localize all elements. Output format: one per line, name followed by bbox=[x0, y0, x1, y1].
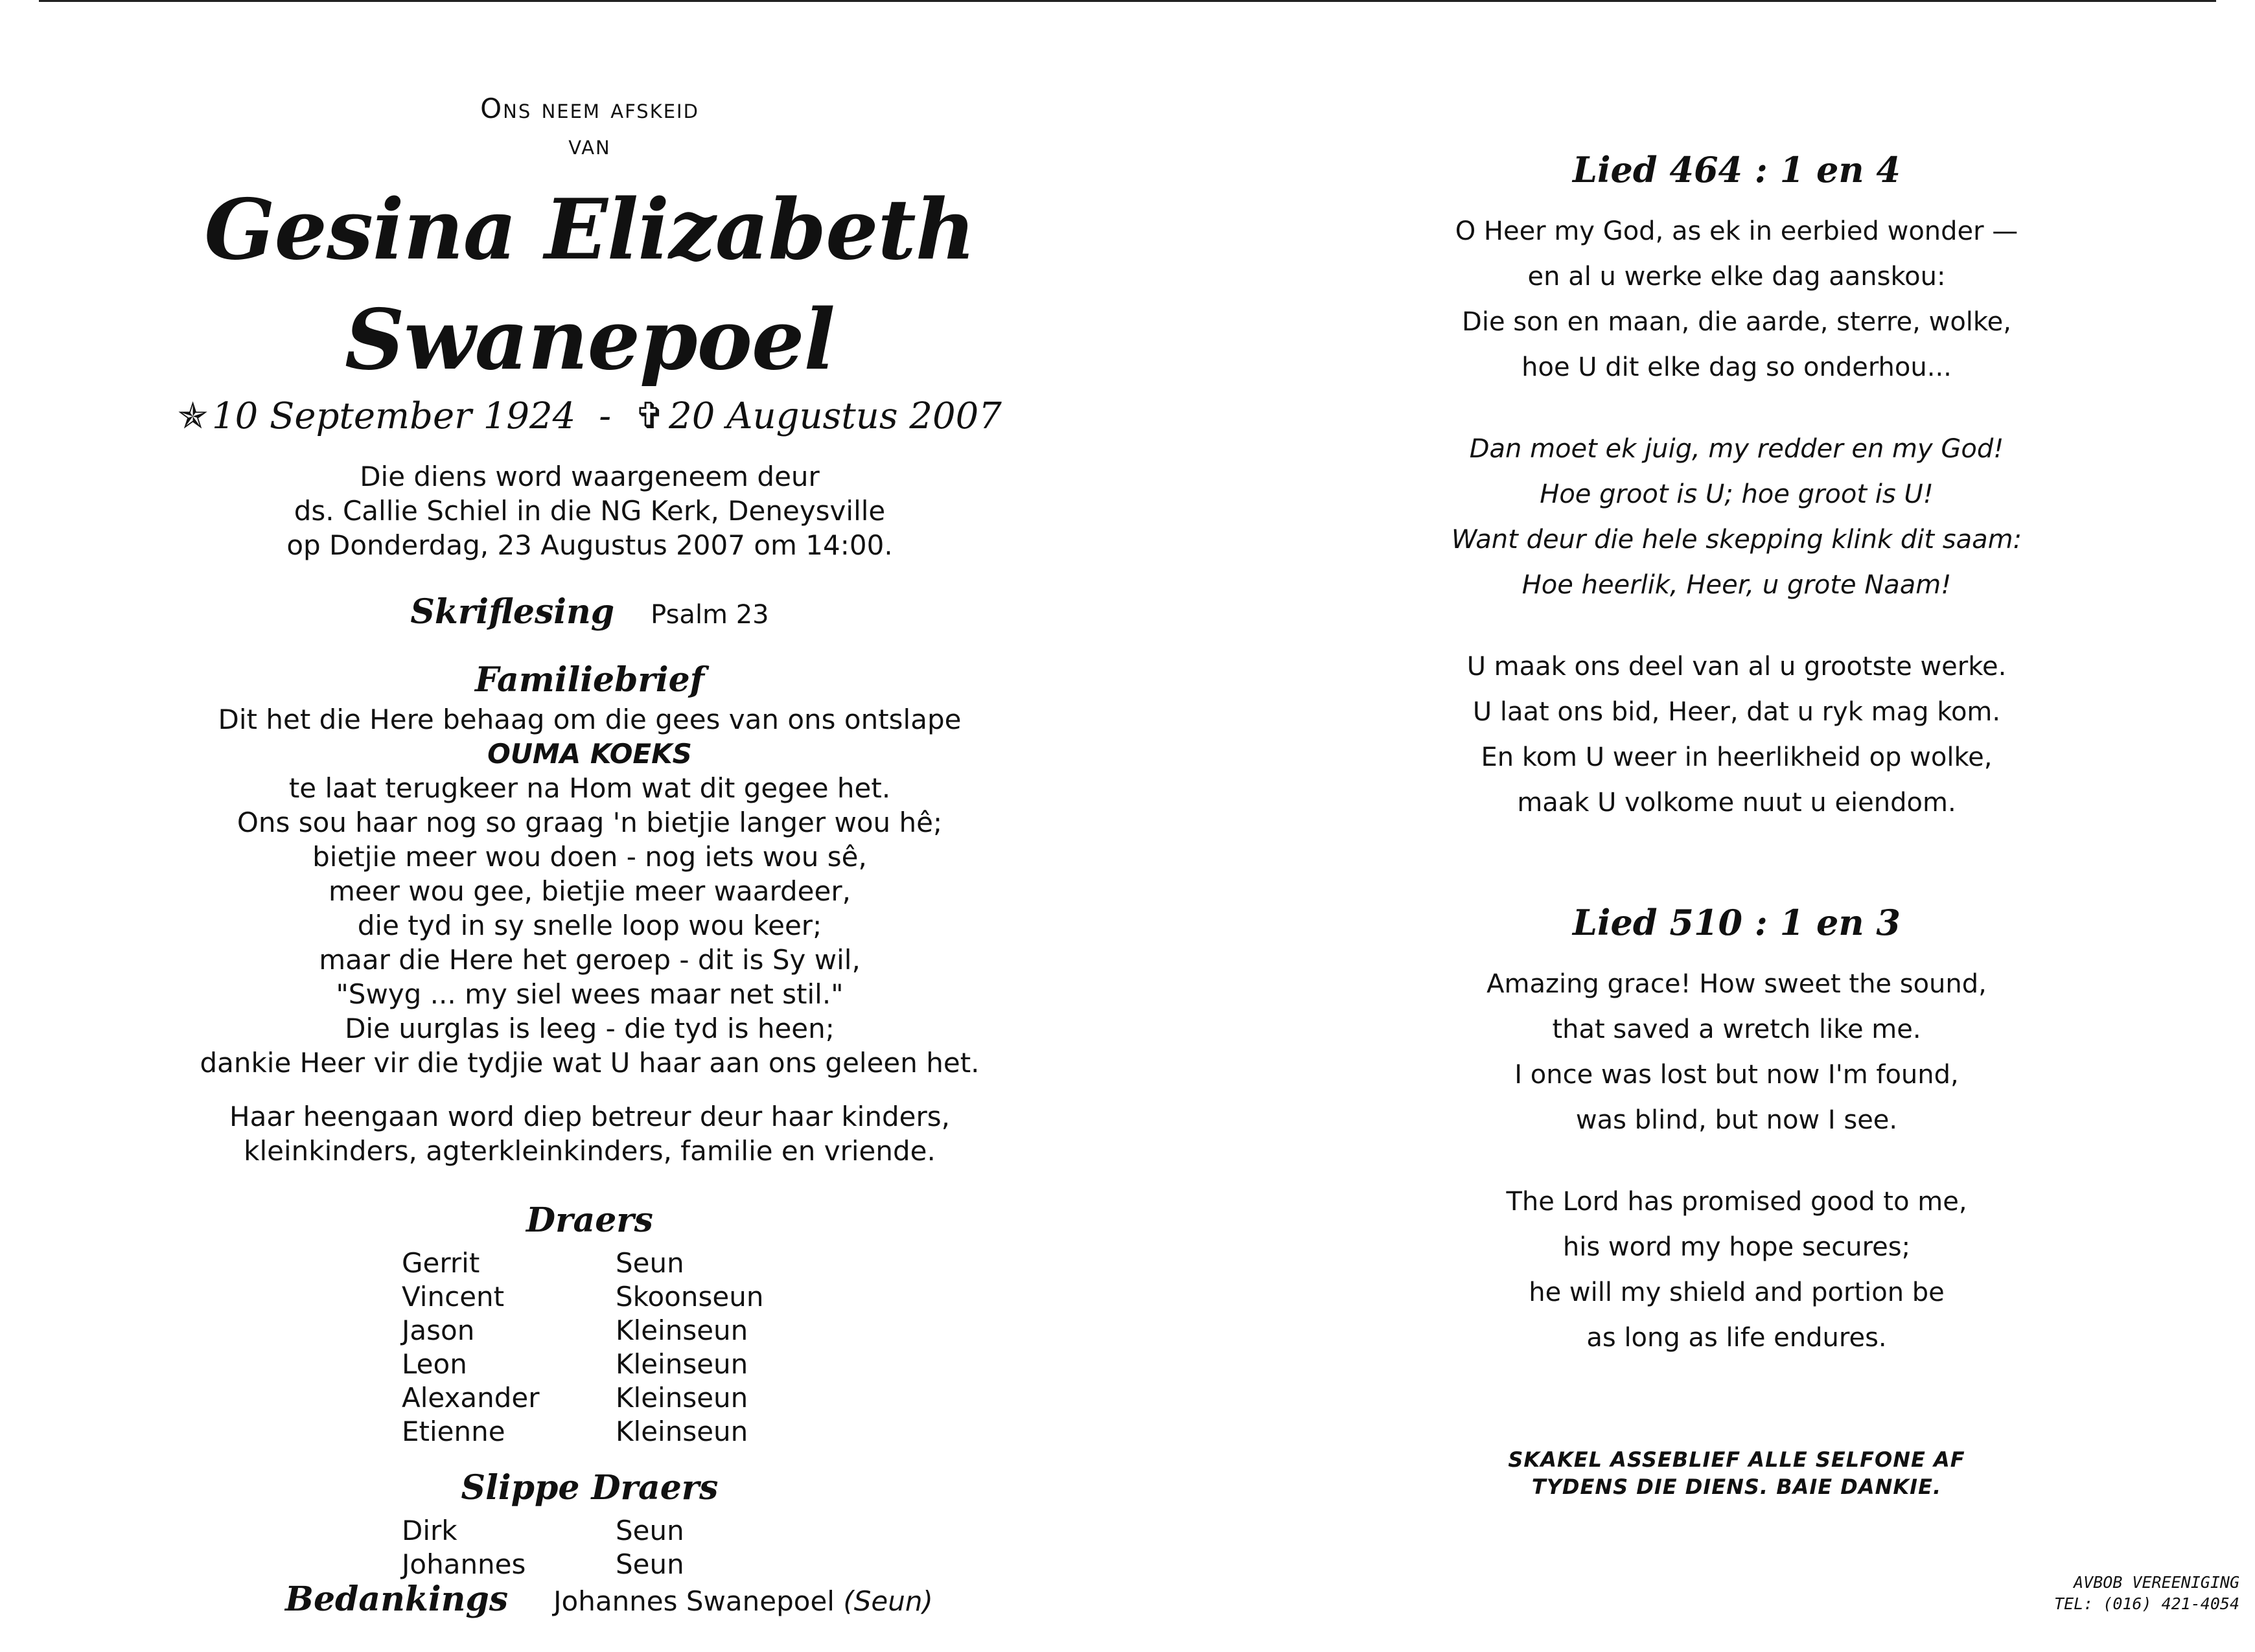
bearer-relation: Seun bbox=[616, 1548, 684, 1580]
verse-line: U laat ons bid, Heer, dat u ryk mag kom. bbox=[1472, 697, 2001, 727]
table-row bbox=[402, 1314, 778, 1348]
bearer-name: Etienne bbox=[402, 1416, 505, 1447]
table-row bbox=[402, 1280, 778, 1314]
poem-line: dankie Heer vir die tydjie wat U haar aan ons geleen het. bbox=[200, 1047, 980, 1079]
verse-line: that saved a wretch like me. bbox=[1552, 1015, 1921, 1044]
undertaker-info bbox=[2054, 1572, 2239, 1614]
familiebrief-text bbox=[117, 702, 1063, 1080]
verse-line: he will my shield and portion be bbox=[1529, 1278, 1945, 1307]
bearer-name: Johannes bbox=[402, 1548, 526, 1580]
service-line: Die diens word waargeneem deur bbox=[360, 461, 820, 492]
thanks-relation: (Seun) bbox=[843, 1585, 933, 1617]
hymn-title: Lied 510 : 1 en 3 bbox=[1572, 902, 1901, 943]
verse-line: his word my hope secures; bbox=[1562, 1232, 1911, 1262]
birth-date: 10 September 1924 bbox=[212, 395, 576, 437]
hymn-title: Lied 464 : 1 en 4 bbox=[1572, 149, 1901, 190]
verse-line: Die son en maan, die aarde, sterre, wolke, bbox=[1462, 307, 2011, 337]
life-dates bbox=[117, 395, 1063, 437]
star-icon: ✯ bbox=[178, 395, 208, 437]
bedankings-heading: Bedankings bbox=[285, 1579, 509, 1619]
nickname: OUMA KOEKS bbox=[487, 738, 692, 770]
verse-line: I once was lost but now I'm found, bbox=[1514, 1060, 1959, 1090]
bearer-name: Leon bbox=[402, 1348, 467, 1380]
verse-line: was blind, but now I see. bbox=[1575, 1105, 1898, 1135]
poem-line: te laat terugkeer na Hom wat dit gegee het. bbox=[288, 772, 891, 804]
hymn-verse bbox=[1393, 209, 2080, 390]
mourners-line: Haar heengaan word diep betreur deur haar kinders, bbox=[229, 1101, 950, 1132]
bearer-relation: Seun bbox=[616, 1515, 684, 1546]
bearer-relation: Kleinseun bbox=[616, 1314, 748, 1346]
verse-line: Amazing grace! How sweet the sound, bbox=[1486, 969, 1987, 999]
slippe-draers-heading: Slippe Draers bbox=[461, 1468, 719, 1508]
hymn-verse bbox=[1393, 1179, 2080, 1360]
poem-line: maar die Here het geroep - dit is Sy wil, bbox=[319, 944, 861, 976]
mourners-line: kleinkinders, agterkleinkinders, familie en vriende. bbox=[244, 1135, 936, 1167]
skriflesing-value: Psalm 23 bbox=[651, 600, 769, 630]
verse-line: maak U volkome nuut u eiendom. bbox=[1517, 788, 1956, 818]
verse-line: En kom U weer in heerlikheid op wolke, bbox=[1481, 742, 1993, 772]
bearer-name: Jason bbox=[402, 1314, 475, 1346]
service-details bbox=[117, 459, 1063, 562]
verse-line: Dan moet ek juig, my redder en my God! bbox=[1469, 434, 2004, 464]
poem-line: die tyd in sy snelle loop wou keer; bbox=[357, 910, 822, 941]
verse-line: Hoe heerlik, Heer, u grote Naam! bbox=[1521, 570, 1952, 600]
bearer-relation: Kleinseun bbox=[616, 1382, 748, 1414]
notice-line: SKAKEL ASSEBLIEF ALLE SELFONE AF bbox=[1508, 1447, 1965, 1472]
mourners-text bbox=[117, 1099, 1063, 1168]
service-line: ds. Callie Schiel in die NG Kerk, Deneysville bbox=[294, 495, 886, 527]
cellphone-notice bbox=[1458, 1446, 2015, 1500]
table-row bbox=[402, 1246, 778, 1280]
poem-line: bietjie meer wou doen - nog iets wou sê, bbox=[312, 841, 867, 873]
farewell-van: van bbox=[568, 129, 611, 161]
table-row bbox=[402, 1514, 778, 1548]
poem-line: Die uurglas is leeg - die tyd is heen; bbox=[345, 1013, 835, 1044]
notice-line: TYDENS DIE DIENS. BAIE DANKIE. bbox=[1531, 1474, 1942, 1499]
top-border-line bbox=[39, 0, 2216, 2]
familiebrief-heading: Familiebrief bbox=[474, 660, 705, 700]
death-date: 20 Augustus 2007 bbox=[669, 395, 1002, 437]
bearer-name: Alexander bbox=[402, 1382, 540, 1414]
verse-line: The Lord has promised good to me, bbox=[1506, 1187, 1967, 1217]
table-row bbox=[402, 1348, 778, 1381]
verse-line: Hoe groot is U; hoe groot is U! bbox=[1540, 479, 1934, 509]
hymn-verse bbox=[1393, 961, 2080, 1143]
poem-line: Ons sou haar nog so graag 'n bietjie langer wou hê; bbox=[237, 807, 943, 838]
table-row bbox=[402, 1415, 778, 1449]
undertaker-phone: TEL: (016) 421-4054 bbox=[2054, 1594, 2239, 1613]
date-separator: - bbox=[599, 395, 612, 437]
thanks-section bbox=[285, 1579, 933, 1619]
bearer-name: Dirk bbox=[402, 1515, 457, 1546]
undertaker-name: AVBOB VEREENIGING bbox=[2074, 1573, 2239, 1592]
slippe-draers-table bbox=[402, 1514, 778, 1581]
left-column bbox=[117, 91, 1063, 1581]
verse-line: en al u werke elke dag aanskou: bbox=[1527, 262, 1946, 292]
bearer-name: Gerrit bbox=[402, 1247, 480, 1279]
right-column bbox=[1393, 149, 2080, 1360]
verse-line: O Heer my God, as ek in eerbied wonder — bbox=[1455, 216, 2018, 246]
bearer-relation: Seun bbox=[616, 1247, 684, 1279]
verse-line: Want deur die hele skepping klink dit saam: bbox=[1451, 525, 2022, 555]
draers-heading: Draers bbox=[526, 1200, 653, 1240]
verse-line: as long as life endures. bbox=[1586, 1323, 1887, 1353]
table-row bbox=[402, 1548, 778, 1581]
thanks-person bbox=[553, 1585, 933, 1617]
poem-line: "Swyg ... my siel wees maar net stil." bbox=[336, 978, 844, 1010]
poem-line: Dit het die Here behaag om die gees van ons ontslape bbox=[218, 704, 962, 735]
scripture-reading bbox=[117, 592, 1063, 632]
bearer-relation: Skoonseun bbox=[616, 1281, 764, 1313]
deceased-name: Gesina Elizabeth Swanepoel bbox=[204, 181, 975, 389]
verse-line: hoe U dit elke dag so onderhou... bbox=[1521, 352, 1952, 382]
draers-table bbox=[402, 1246, 778, 1449]
thanks-name: Johannes Swanepoel bbox=[553, 1585, 835, 1617]
verse-line: U maak ons deel van al u grootste werke. bbox=[1466, 652, 2007, 682]
hymn-verse bbox=[1393, 644, 2080, 825]
bearer-name: Vincent bbox=[402, 1281, 505, 1313]
bearer-relation: Kleinseun bbox=[616, 1416, 748, 1447]
hymn-chorus bbox=[1393, 426, 2080, 608]
cross-icon: ✞ bbox=[634, 395, 665, 437]
poem-line: meer wou gee, bietjie meer waardeer, bbox=[329, 875, 851, 907]
service-line: op Donderdag, 23 Augustus 2007 om 14:00. bbox=[286, 529, 893, 561]
table-row bbox=[402, 1381, 778, 1415]
bearer-relation: Kleinseun bbox=[616, 1348, 748, 1380]
farewell-line: Ons neem afskeid bbox=[480, 93, 699, 124]
skriflesing-heading: Skriflesing bbox=[410, 592, 615, 632]
